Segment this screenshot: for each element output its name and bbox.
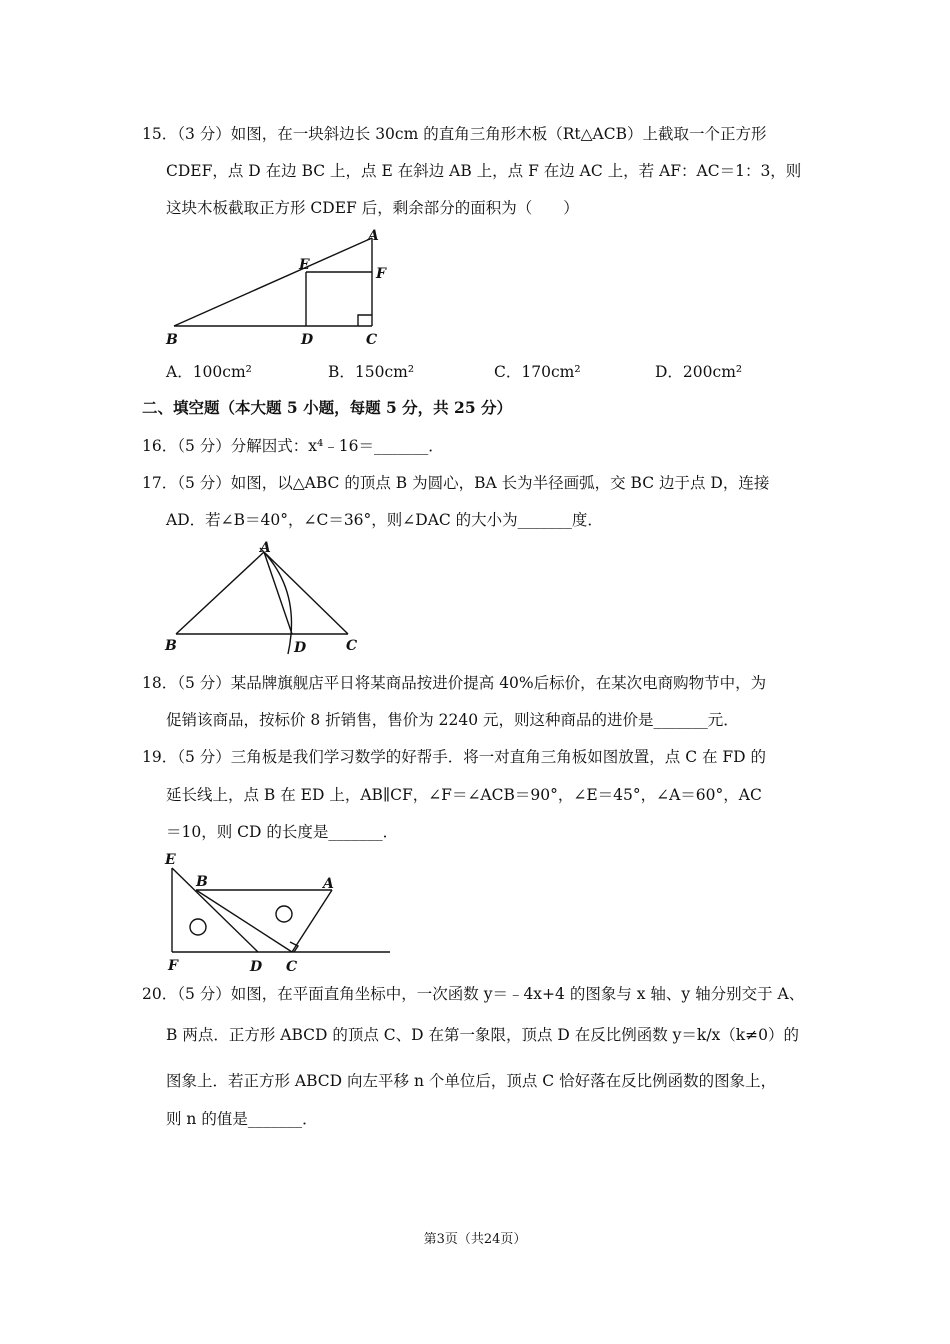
q17-line-1: 17．（5 分）如图，以△ABC 的顶点 B 为圆心，BA 长为半径画弧，交 BC 边于点 D，连接: [142, 474, 770, 492]
q15-option-c[interactable]: C．170cm²: [494, 363, 581, 381]
q15-label-b: B: [166, 332, 178, 348]
q16-line: 16．（5 分）分解因式：x⁴﹣16＝_______．: [142, 437, 444, 455]
q19-label-f: F: [168, 958, 178, 974]
q15-option-d[interactable]: D．200cm²: [655, 363, 743, 381]
q15-label-c: C: [366, 332, 378, 348]
q17-figure: [160, 538, 370, 660]
q19-label-c: C: [286, 959, 298, 975]
q19-label-d: D: [250, 959, 263, 975]
q20-line-2: B 两点．正方形 ABCD 的顶点 C、D 在第一象限，顶点 D 在反比例函数 y＝k/x（k≠0）的: [166, 1026, 800, 1044]
q17-label-a: A: [260, 540, 271, 556]
q15-option-b[interactable]: B．150cm²: [328, 363, 415, 381]
section-2-heading: 二、填空题（本大题 5 小题，每题 5 分，共 25 分）: [142, 398, 513, 417]
q19-line-1: 19．（5 分）三角板是我们学习数学的好帮手．将一对直角三角板如图放置，点 C 在 FD 的: [142, 748, 767, 766]
q17-line-2: AD．若∠B＝40°，∠C＝36°，则∠DAC 的大小为_______度．: [166, 511, 603, 529]
q17-label-b: B: [165, 638, 177, 654]
q15-option-a[interactable]: A．100cm²: [166, 363, 252, 381]
q19-line-3: ＝10，则 CD 的长度是_______．: [166, 823, 399, 841]
q17-label-d: D: [294, 640, 307, 656]
q15-line-1: 15．（3 分）如图，在一块斜边长 30cm 的直角三角形木板（Rt△ACB）上截取一个正方形: [142, 125, 767, 143]
q15-label-e: E: [299, 257, 310, 273]
q19-line-2: 延长线上，点 B 在 ED 上，AB∥CF，∠F＝∠ACB＝90°，∠E＝45°，∠A＝60°，AC: [166, 786, 762, 804]
q15-label-a: A: [368, 228, 379, 244]
page-footer: 第3页（共24页）: [423, 1232, 527, 1247]
q19-label-e: E: [165, 852, 176, 868]
q15-label-f: F: [376, 266, 386, 282]
q20-line-4: 则 n 的值是_______．: [166, 1110, 318, 1128]
q15-line-3: 这块木板截取正方形 CDEF 后，剩余部分的面积为（ ）: [166, 199, 579, 217]
q20-line-1: 20．（5 分）如图，在平面直角坐标中，一次函数 y＝﹣4x+4 的图象与 x 轴、y 轴分别交于 A、: [142, 985, 805, 1003]
q18-line-1: 18．（5 分）某品牌旗舰店平日将某商品按进价提高 40%后标价，在某次电商购物节中，为: [142, 674, 767, 692]
q15-figure: [160, 228, 400, 350]
q19-figure: [160, 850, 395, 976]
q20-line-3: 图象上．若正方形 ABCD 向左平移 n 个单位后，顶点 C 恰好落在反比例函数的图象上，: [166, 1072, 777, 1090]
q15-line-2: CDEF，点 D 在边 BC 上，点 E 在斜边 AB 上，点 F 在边 AC 上，若 AF：AC＝1：3，则: [166, 162, 802, 180]
q19-label-a: A: [323, 876, 334, 892]
q15-label-d: D: [301, 332, 314, 348]
q18-line-2: 促销该商品，按标价 8 折销售，售价为 2240 元，则这种商品的进价是_______元．: [166, 711, 739, 729]
q17-label-c: C: [346, 638, 358, 654]
q19-label-b: B: [196, 874, 208, 890]
